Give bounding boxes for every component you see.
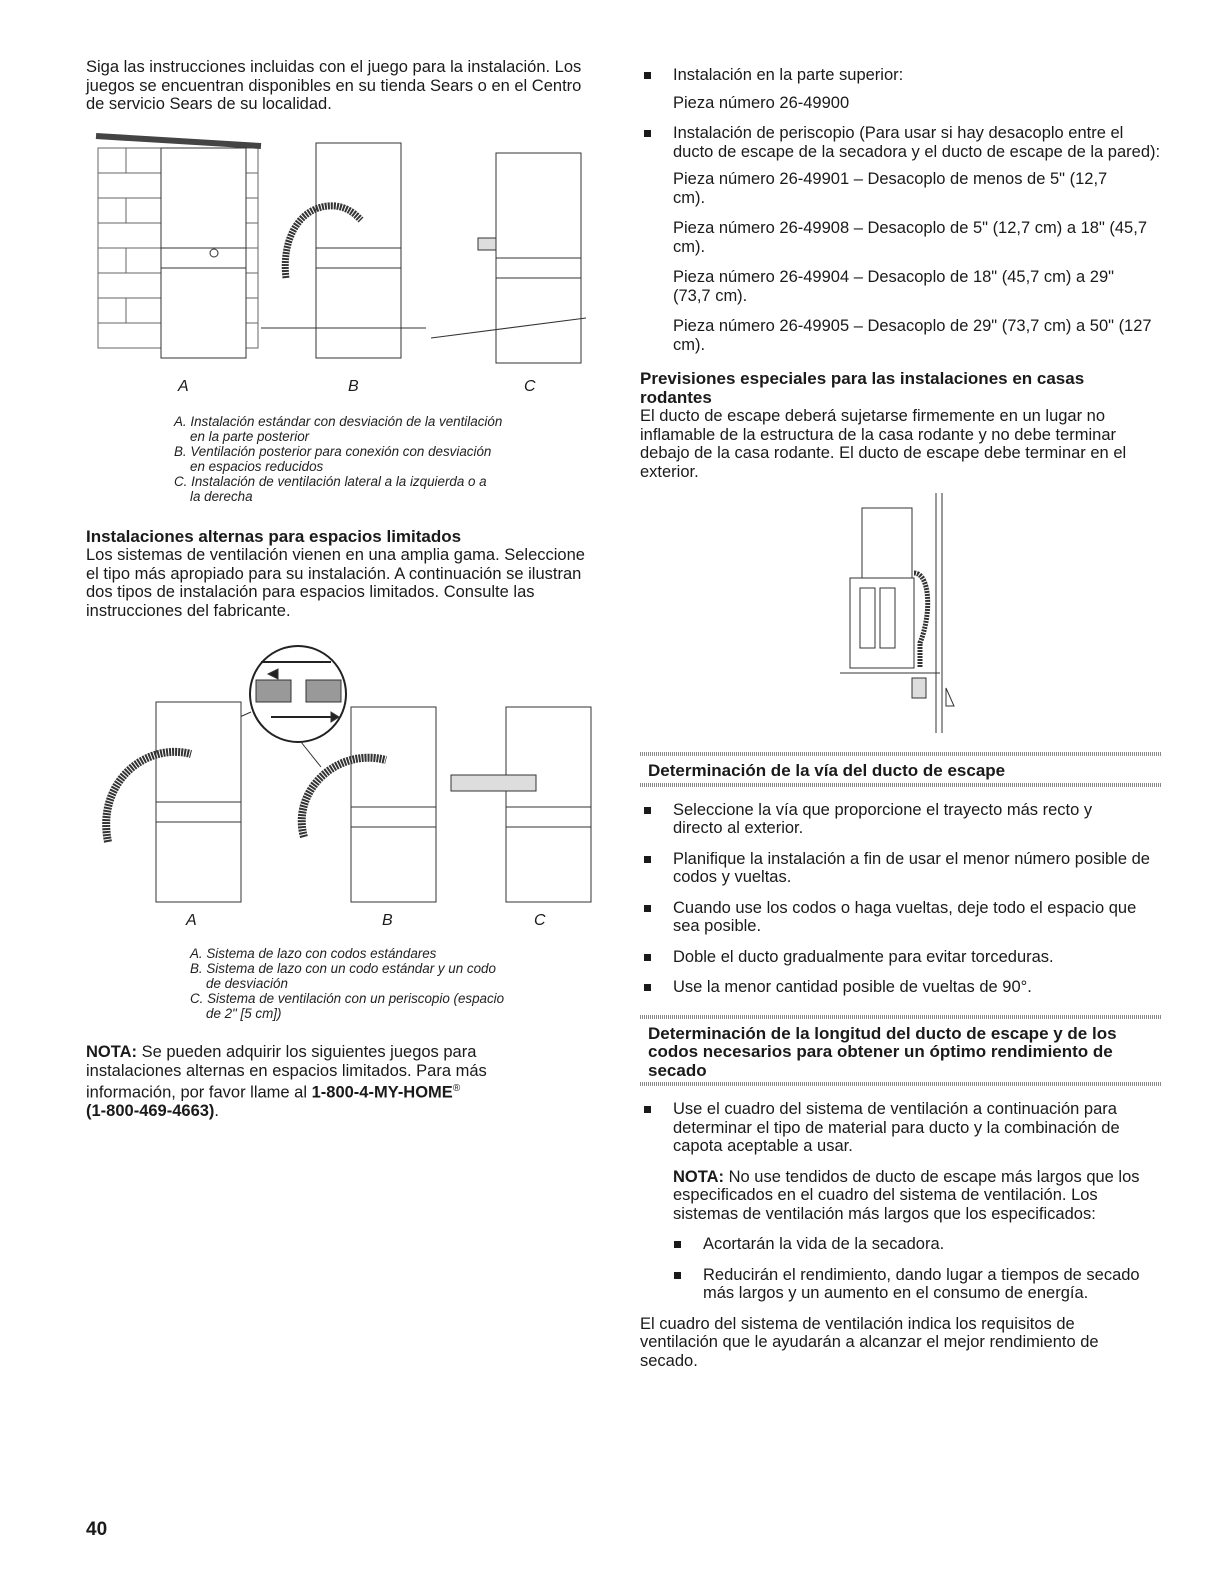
rule-bottom-via [640, 783, 1162, 787]
rule-bottom-longitud [640, 1082, 1162, 1086]
fig1-caption-b: B. Ventilación posterior para conexión con desviación en espacios reducidos [174, 443, 492, 474]
alternate-installations-illustration [86, 642, 606, 912]
heading-instalaciones-alternas: Instalaciones alternas para espacios limitados [86, 526, 462, 546]
fig2-caption-a: A. Sistema de lazo con codos estándares [190, 946, 437, 961]
final-paragraph: El cuadro del sistema de ventilación indica los requisitos de ventilación que le ayudarán a alcanzar el mejor rendimiento de secado. [640, 1314, 1099, 1370]
intro-paragraph: Siga las instrucciones incluidas con el juego para la instalación. Los juegos se encuentran disponibles en su tienda Sears o en el Centro de servicio Sears de su localidad. [86, 58, 582, 113]
fig1-label-a: A [178, 377, 189, 395]
rule-top-via [640, 752, 1162, 756]
fig2-label-a: A [186, 912, 197, 929]
mobile-home-vent-illustration [640, 493, 1162, 738]
figure1-labels [86, 378, 606, 400]
fig1-label-b: B [348, 377, 359, 395]
rodantes-paragraph: El ducto de escape deberá sujetarse firmemente en un lugar no inflamable de la estructura de la casa rodante y no debe terminar debajo de la casa rodante. El ducto de escape debe terminar en el exterior. [640, 407, 1127, 481]
bullet-via-4: Doble el ducto gradualmente para evitar torceduras. [640, 948, 1162, 967]
bullet-via-2: Planifique la instalación a fin de usar el menor número posible de codos y vueltas. [640, 850, 1163, 887]
fig1-label-c: C [524, 377, 536, 395]
sub-bullet-2: Reducirán el rendimiento, dando lugar a tiempos de secado más largos y un aumento en el consumo de energía. [640, 1266, 1143, 1303]
page-number: 40 [86, 1519, 108, 1540]
nota-paragraph: NOTA: Se pueden adquirir los siguientes juegos para instalaciones alternas en espacios limitados. Para más información, por favor llame al 1-800-4-MY-HOME® (1-800-469-4663). [86, 1043, 487, 1120]
alternas-paragraph: Los sistemas de ventilación vienen en una amplia gama. Seleccione el tipo más apropiado para su instalación. A continuación se ilustran dos tipos de instalación para espacios limitados. Consulte las instrucciones del fabricante. [86, 546, 585, 620]
figure-mobile-home [640, 493, 1162, 738]
bullet-periscopio: Instalación de periscopio (Para usar si hay desacoplo entre el ducto de escape de la secadora y el ducto de escape de la pared): [640, 124, 1162, 161]
pieza-superior: Pieza número 26-49900 [673, 93, 850, 112]
pieza-2: Pieza número 26-49908 – Desacoplo de 5" (12,7 cm) a 18" (45,7 cm). [673, 219, 1147, 256]
bullet-cuadro: Use el cuadro del sistema de ventilación a continuación para determinar el tipo de material para ducto y la combinación de capota aceptable a usar. [640, 1100, 1162, 1156]
left-column [86, 58, 606, 1121]
fig1-caption-a: A. Instalación estándar con desviación de la ventilación en la parte posterior [174, 413, 503, 444]
figure2-labels [86, 912, 606, 934]
pieza-4: Pieza número 26-49905 – Desacoplo de 29" (73,7 cm) a 50" (127 cm). [673, 317, 1152, 354]
bullet-via-3: Cuando use los codos o haga vueltas, deje todo el espacio que sea posible. [640, 899, 1163, 936]
heading-longitud-ducto: Determinación de la longitud del ducto de escape y de los codos necesarios para obtener un óptimo rendimiento de secado [648, 1023, 1117, 1080]
rule-top-longitud [640, 1015, 1162, 1019]
pieza-3: Pieza número 26-49904 – Desacoplo de 18" (45,7 cm) a 29" (73,7 cm). [673, 268, 1114, 305]
figure-standard-installations [86, 128, 606, 378]
figure2-captions [190, 946, 606, 1021]
heading-casas-rodantes: Previsiones especiales para las instalaciones en casas rodantes [640, 369, 1085, 407]
fig2-caption-b: B. Sistema de lazo con un codo estándar y un codo de desviación [190, 961, 496, 991]
pieza-1: Pieza número 26-49901 – Desacoplo de menos de 5" (12,7 cm). [673, 170, 1108, 207]
bullet-via-5: Use la menor cantidad posible de vueltas de 90°. [640, 978, 1162, 997]
nota2-paragraph: NOTA: No use tendidos de ducto de escape más largos que los especificados en el cuadro del sistema de ventilación. Los sistemas de ventilación más largos que los especificados: [673, 1167, 1140, 1223]
sub-bullet-1: Acortarán la vida de la secadora. [640, 1235, 1162, 1254]
fig2-label-c: C [534, 912, 546, 929]
figure1-captions [174, 414, 606, 504]
bullet-via-1: Seleccione la vía que proporcione el trayecto más recto y directo al exterior. [640, 801, 1133, 838]
figure-alternate-installations [86, 642, 606, 912]
standard-installations-illustration [86, 128, 606, 378]
fig2-caption-c: C. Sistema de ventilación con un periscopio (espacio de 2" [5 cm]) [190, 991, 505, 1021]
bullet-instalacion-superior: Instalación en la parte superior: [640, 66, 1162, 85]
right-column [640, 66, 1162, 1370]
fig2-label-b: B [382, 912, 393, 929]
fig1-caption-c: C. Instalación de ventilación lateral a la izquierda o a la derecha [174, 473, 487, 504]
heading-via-ducto: Determinación de la vía del ducto de escape [648, 761, 1006, 780]
